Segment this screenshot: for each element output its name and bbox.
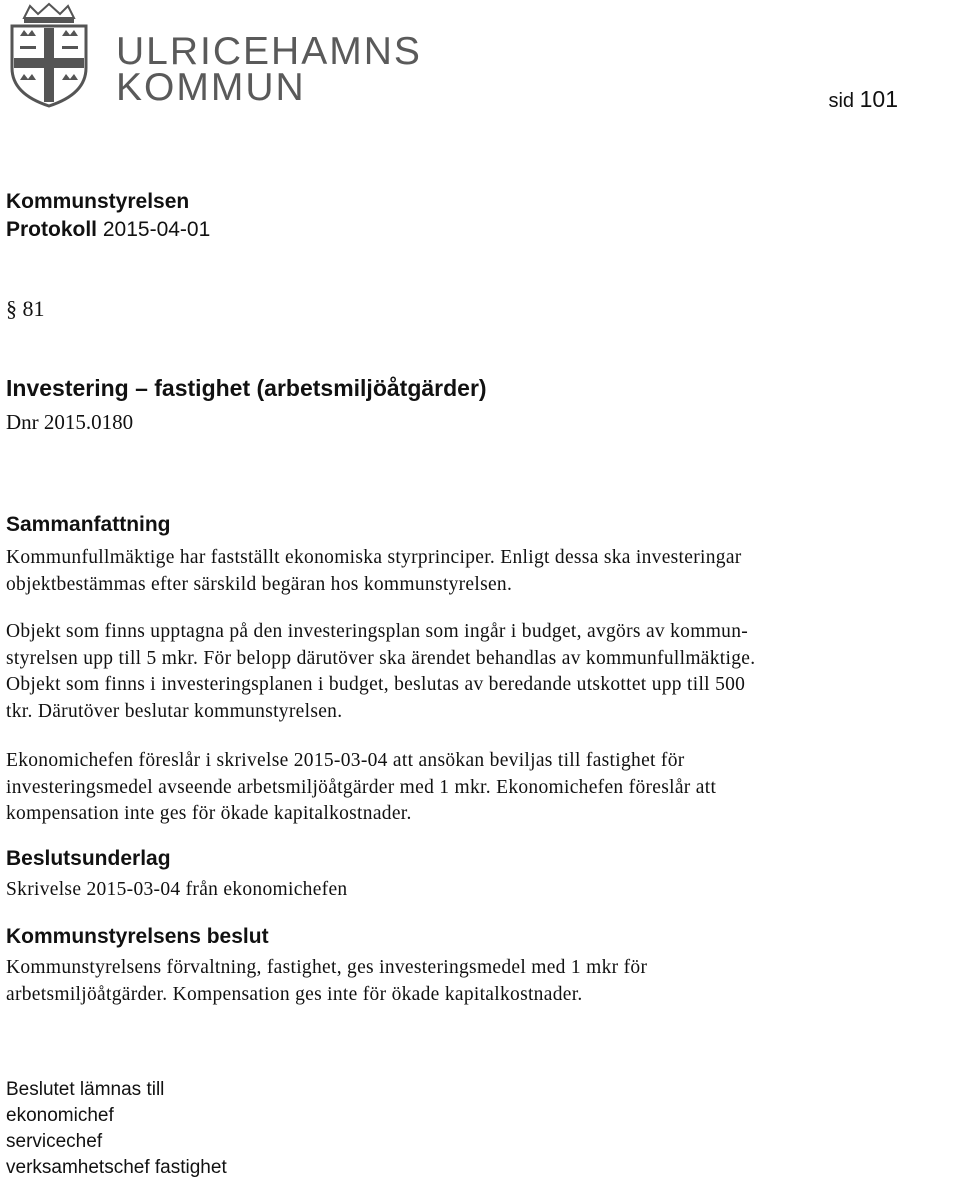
summary-paragraph-2 (6, 619, 946, 725)
paragraph-sign: § (6, 296, 17, 321)
text-line: Ekonomichefen föreslår i skrivelse 2015-03-04 att ansökan beviljas till fastighet för (6, 750, 685, 771)
recipient-item: ekonomichef (6, 1105, 114, 1126)
text-line: Objekt som finns i investeringsplanen i budget, beslutas av beredande utskottet upp till 500 (6, 674, 746, 695)
distribution-block (6, 1077, 227, 1181)
text-line: Objekt som finns upptagna på den investeringsplan som ingår i budget, avgörs av kommun- (6, 621, 749, 642)
summary-paragraph-3 (6, 748, 946, 828)
basis-text: Skrivelse 2015-03-04 från ekonomichefen (6, 879, 348, 900)
text-line: investeringsmedel avseende arbetsmiljöåtgärder med 1 mkr. Ekonomichefen föreslår att (6, 776, 717, 798)
distribution-heading: Beslutet lämnas till (6, 1079, 165, 1100)
page-number (828, 86, 898, 113)
logo-text-line1: ULRICEHAMNS (116, 30, 422, 73)
protocol-date: 2015-04-01 (102, 218, 211, 241)
protocol-line (6, 218, 210, 242)
text-line: tkr. Därutöver beslutar kommunstyrelsen. (6, 700, 343, 722)
text-line: Kommunstyrelsens förvaltning, fastighet, ges investeringsmedel med 1 mkr för (6, 957, 648, 978)
text-line: objektbestämmas efter särskild begäran hos kommunstyrelsen. (6, 573, 513, 595)
item-title: Investering – fastighet (arbetsmiljöåtgärder) (6, 375, 487, 401)
recipient-item: servicechef (6, 1131, 103, 1152)
text-line: Kommunfullmäktige har fastställt ekonomiska styrprinciper. Enligt dessa ska investeringar (6, 547, 742, 568)
paragraph-number-value: 81 (22, 296, 45, 321)
text-line: kompensation inte ges för ökade kapitalkostnader. (6, 803, 412, 824)
summary-paragraph-1 (6, 545, 946, 598)
page-label: sid (828, 90, 855, 112)
decision-text (6, 955, 946, 1008)
coat-of-arms-icon (4, 2, 94, 108)
municipality-logo (4, 2, 422, 109)
logo-text-line2: KOMMUN (116, 66, 306, 109)
text-line: arbetsmiljöåtgärder. Kompensation ges inte för ökade kapitalkostnader. (6, 983, 583, 1005)
recipient-item: verksamhetschef fastighet (6, 1157, 227, 1178)
item-dnr: Dnr 2015.0180 (6, 410, 134, 434)
decision-heading: Kommunstyrelsens beslut (6, 925, 269, 948)
summary-heading: Sammanfattning (6, 513, 171, 536)
page-number-value: 101 (859, 86, 898, 112)
basis-heading: Beslutsunderlag (6, 847, 171, 870)
paragraph-number (6, 296, 45, 322)
protocol-label: Protokoll (6, 218, 98, 241)
organization-name: Kommunstyrelsen (6, 190, 190, 213)
text-line: styrelsen upp till 5 mkr. För belopp därutöver ska ärendet behandlas av kommunfullmäktige. (6, 647, 756, 669)
